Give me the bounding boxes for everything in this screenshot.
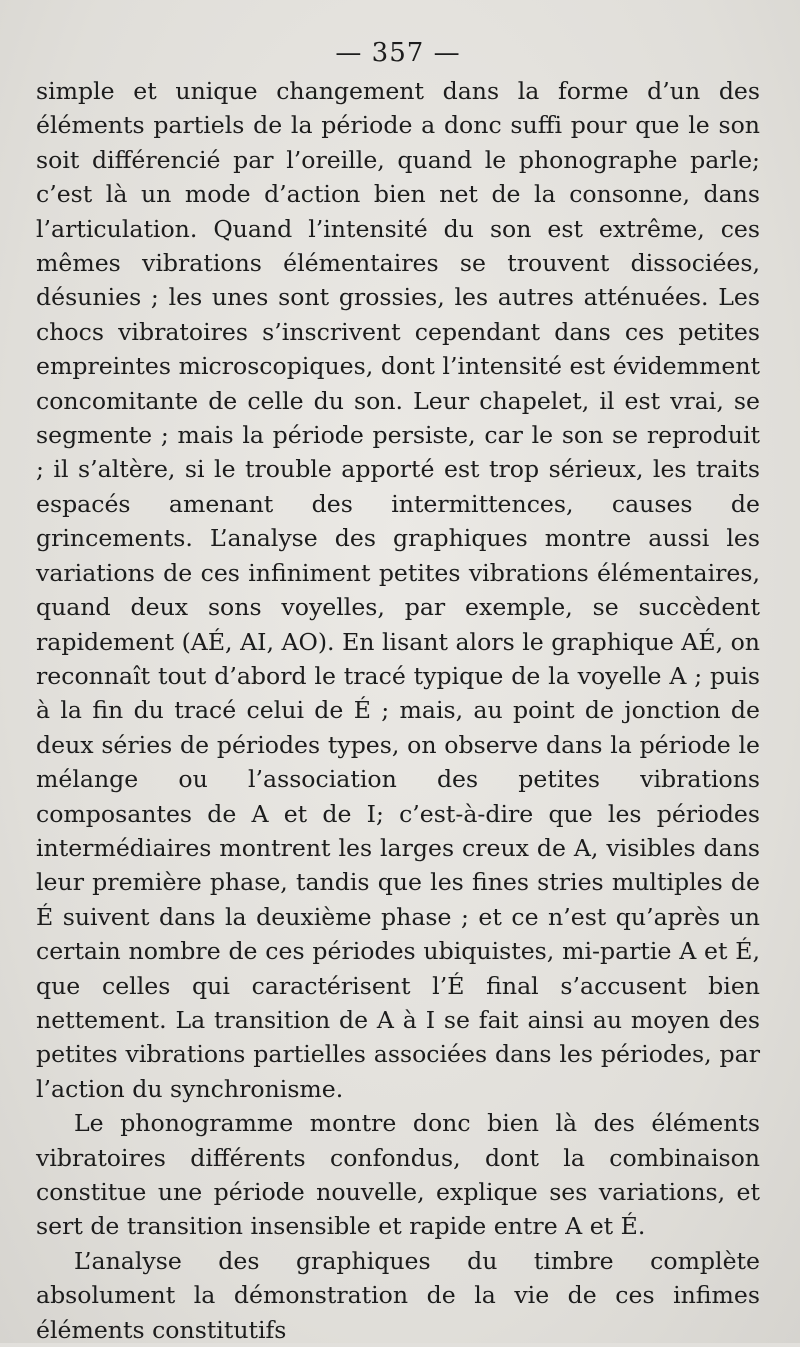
paragraph-2: Le phonogramme montre donc bien là des éléments vibratoires différents confondus, dont la combinaison constitue une période nouvelle, explique ses variations, et sert de transition insensible et rapide entre A et É. xyxy=(36,1109,760,1241)
page-number: — 357 — xyxy=(335,38,461,68)
paragraph-1: simple et unique changement dans la forme d’un des éléments partiels de la période a donc suffi pour que le son soit différencié par l’oreille, quand le phonographe parle; c’est là un mode d’action bien net de la consonne, dans l’articulation. Quand l’intensité du son est extrême, ces mêmes vibrations élémentaires se trouvent dissociées, désunies ; les unes sont grossies, les autres atténuées. Les chocs vibratoires s’inscrivent cependant dans ces petites empreintes microscopiques, dont l’intensité est évidemment concomitante de celle du son. Leur chapelet, il est vrai, se segmente ; mais la période persiste, car le son se reproduit ; il s’altère, si le trouble apporté est trop sérieux, les traits espacés amenant des intermittences, causes de grincements. L’analyse des graphiques montre aussi les variations de ces infiniment petites vibrations élémentaires, quand deux sons voyelles, par exemple, se succèdent rapidement (AÉ, AI, AO). En lisant alors le graphique AÉ, on reconnaît tout d’abord le tracé typique de la voyelle A ; puis à la fin du tracé celui de É ; mais, au point de jonction de deux séries de périodes types, on observe dans la période le mélange ou l’association des petites vibrations composantes de A et de I; c’est-à-dire que les périodes intermédiaires montrent les larges creux de A, visibles dans leur première phase, tandis que les fines stries multiples de É suivent dans la deuxième phase ; et ce n’est qu’après un certain nombre de ces périodes ubiquistes, mi-partie A et É, que celles qui caractérisent l’É final s’accusent bien nettement. La transition de A à I se fait ainsi au moyen des petites vibrations partielles associées dans les périodes, par l’action du synchronisme. xyxy=(36,77,760,1103)
paragraph-3: L’analyse des graphiques du timbre complète absolument la démonstration de la vie de ces infimes éléments constitutifs xyxy=(36,1246,760,1344)
